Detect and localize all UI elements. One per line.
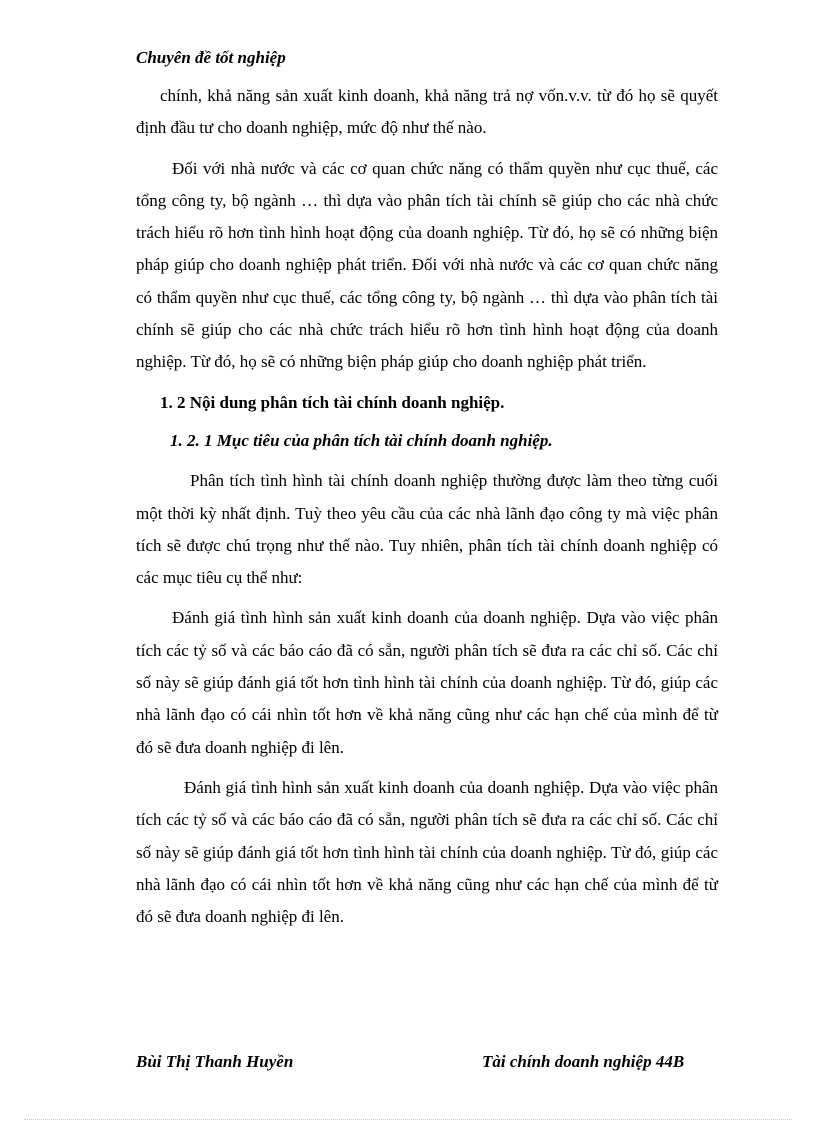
- paragraph-state-agencies: Đối với nhà nước và các cơ quan chức năng có thẩm quyền như cục thuế, các tổng công ty, bộ ngành … thì dựa vào phân tích tài chính sẽ giúp cho các nhà chức trách hiểu rõ hơn tình hình hoạt động của doanh nghiệp. Từ đó, họ sẽ có những biện pháp giúp cho doanh nghiệp phát triển. Đối với nhà nước và các cơ quan chức năng có thẩm quyền như cục thuế, các tổng công ty, bộ ngành … thì dựa vào phân tích tài chính sẽ giúp cho các nhà chức trách hiểu rõ hơn tình hình hoạt động của doanh nghiệp. Từ đó, họ sẽ có những biện pháp giúp cho doanh nghiệp phát triển.: [136, 158, 718, 372]
- subsection-heading: 1. 2. 1 Mục tiêu của phân tích tài chính doanh nghiệp.: [170, 430, 553, 450]
- section-heading: 1. 2 Nội dung phân tích tài chính doanh nghiệp.: [160, 392, 505, 412]
- paragraph-analysis-intro: Phân tích tình hình tài chính doanh nghiệp thường được làm theo từng cuối một thời kỳ nhất định. Tuỳ theo yêu cầu của các nhà lãnh đạo công ty mà việc phân tích sẽ được chú trọng như thế nào. Tuy nhiên, phân tích tài chính doanh nghiệp có các mục tiêu cụ thể như:: [136, 471, 718, 588]
- footer-author: Bùi Thị Thanh Huyền: [136, 1052, 294, 1071]
- paragraph-evaluation-1: Đánh giá tình hình sản xuất kinh doanh của doanh nghiệp. Dựa vào việc phân tích các tỷ số và các báo cáo đã có sẵn, người phân tích sẽ đưa ra các chỉ số. Các chỉ số này sẽ giúp đánh giá tốt hơn tình hình tài chính của doanh nghiệp. Từ đó, giúp các nhà lãnh đạo có cái nhìn tốt hơn về khả năng cũng như các hạn chế của mình để từ đó sẽ đưa doanh nghiệp đi lên.: [136, 608, 718, 757]
- paragraph-evaluation-2: Đánh giá tình hình sản xuất kinh doanh của doanh nghiệp. Dựa vào việc phân tích các tỷ số và các báo cáo đã có sẵn, người phân tích sẽ đưa ra các chỉ số. Các chỉ số này sẽ giúp đánh giá tốt hơn tình hình tài chính của doanh nghiệp. Từ đó, giúp các nhà lãnh đạo có cái nhìn tốt hơn về khả năng cũng như các hạn chế của mình để từ đó sẽ đưa doanh nghiệp đi lên.: [136, 777, 718, 927]
- document-body: [136, 80, 718, 941]
- page-bottom-border: [24, 1119, 792, 1120]
- footer-class: Tài chính doanh nghiệp 44B: [482, 1052, 685, 1071]
- running-header: Chuyên đề tốt nghiệp: [136, 48, 286, 67]
- paragraph-continuation: chính, khả năng sản xuất kinh doanh, khả năng trả nợ vốn.v.v. từ đó họ sẽ quyết định đầu tư cho doanh nghiệp, mức độ như thế nào.: [136, 86, 718, 138]
